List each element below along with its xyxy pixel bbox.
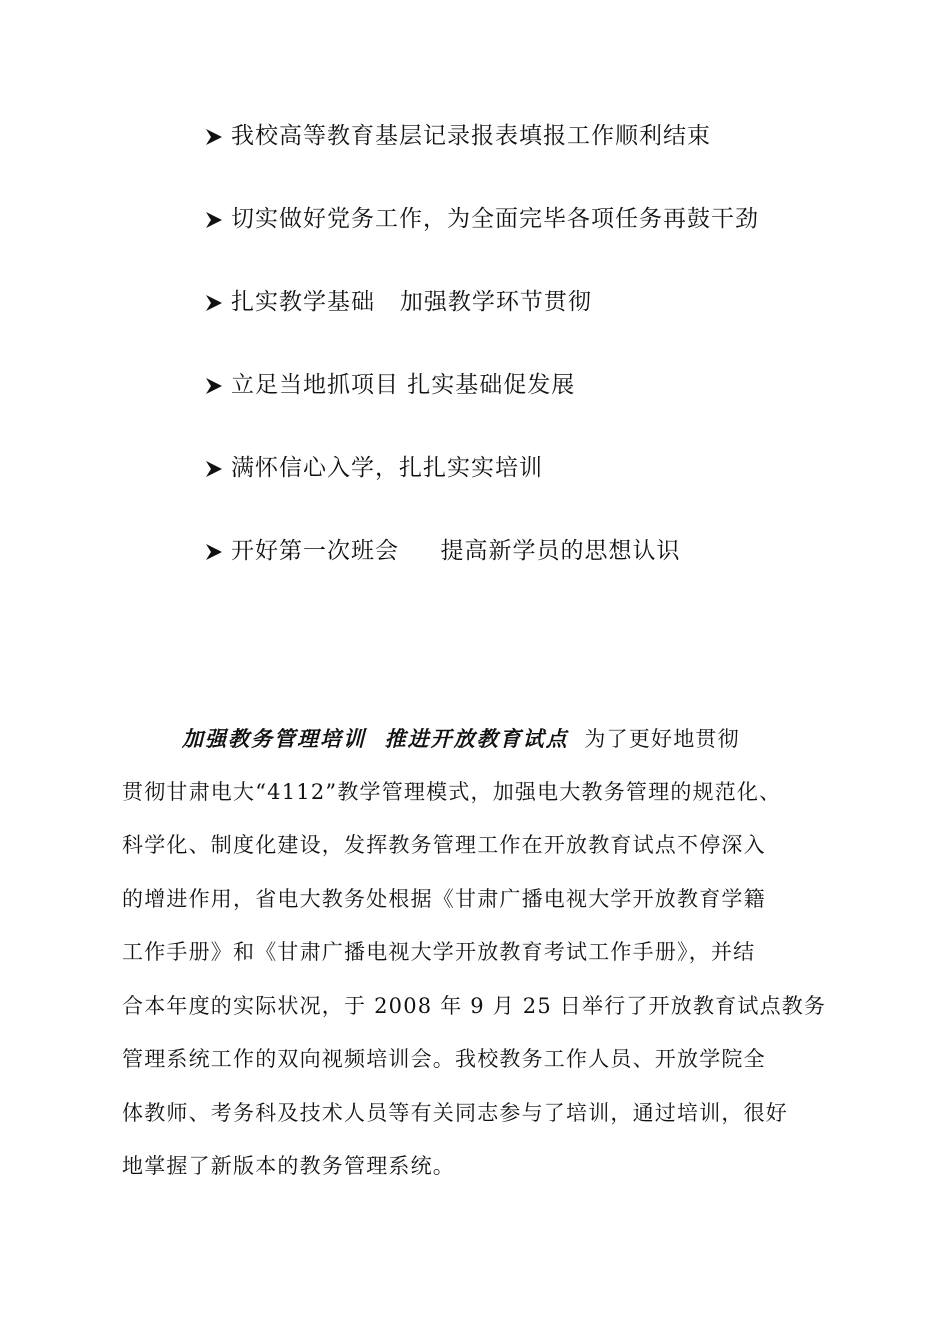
article-line: 为了更好地贯彻 [584, 727, 740, 751]
arrow-right-icon [205, 365, 231, 405]
arrow-right-icon [205, 116, 231, 156]
list-item-text: 满怀信心入学，扎扎实实培训 [231, 455, 543, 481]
article-heading: 加强教务管理培训 推进开放教育试点 [182, 726, 569, 751]
article-line: 地掌握了新版本的教务管理系统。 [122, 1154, 455, 1178]
article-line: 管理系统工作的双向视频培训会。我校教务工作人员、开放学院全 [122, 1047, 766, 1071]
list-item-text: 开好第一次班会 提高新学员的思想认识 [231, 538, 681, 564]
article-first-line [122, 712, 852, 766]
list-item [205, 531, 845, 614]
article-line: 合本年度的实际状况，于 2008 年 9 月 25 日举行了开放教育试点教务 [122, 993, 827, 1018]
article-body [122, 712, 852, 1194]
list-item-text: 立足当地抓项目 扎实基础促发展 [231, 372, 576, 398]
article-line: 体教师、考务科及技术人员等有关同志参与了培训，通过培训，很好 [122, 1100, 788, 1125]
arrow-right-icon [205, 448, 231, 488]
list-item [205, 365, 845, 448]
list-item [205, 199, 845, 282]
arrow-right-icon [205, 531, 231, 571]
article-line: 的增进作用，省电大教务处根据《甘肃广播电视大学开放教育学籍 [122, 886, 766, 911]
arrow-right-icon [205, 282, 231, 322]
article-line: 科学化、制度化建设，发挥教务管理工作在开放教育试点不停深入 [122, 833, 766, 857]
list-item [205, 448, 845, 531]
headline-list [205, 116, 845, 614]
arrow-right-icon [205, 199, 231, 239]
list-item-text: 扎实教学基础 加强教学环节贯彻 [231, 289, 592, 315]
article-line: 工作手册》和《甘肃广播电视大学开放教育考试工作手册》，并结 [122, 940, 756, 964]
article-line: 贯彻甘肃电大“4112”教学管理模式，加强电大教务管理的规范化、 [122, 779, 782, 804]
list-item-text: 切实做好党务工作，为全面完毕各项任务再鼓干劲 [231, 206, 759, 232]
list-item-text: 我校高等教育基层记录报表填报工作顺利结束 [231, 123, 711, 149]
list-item [205, 116, 845, 199]
list-item [205, 282, 845, 365]
